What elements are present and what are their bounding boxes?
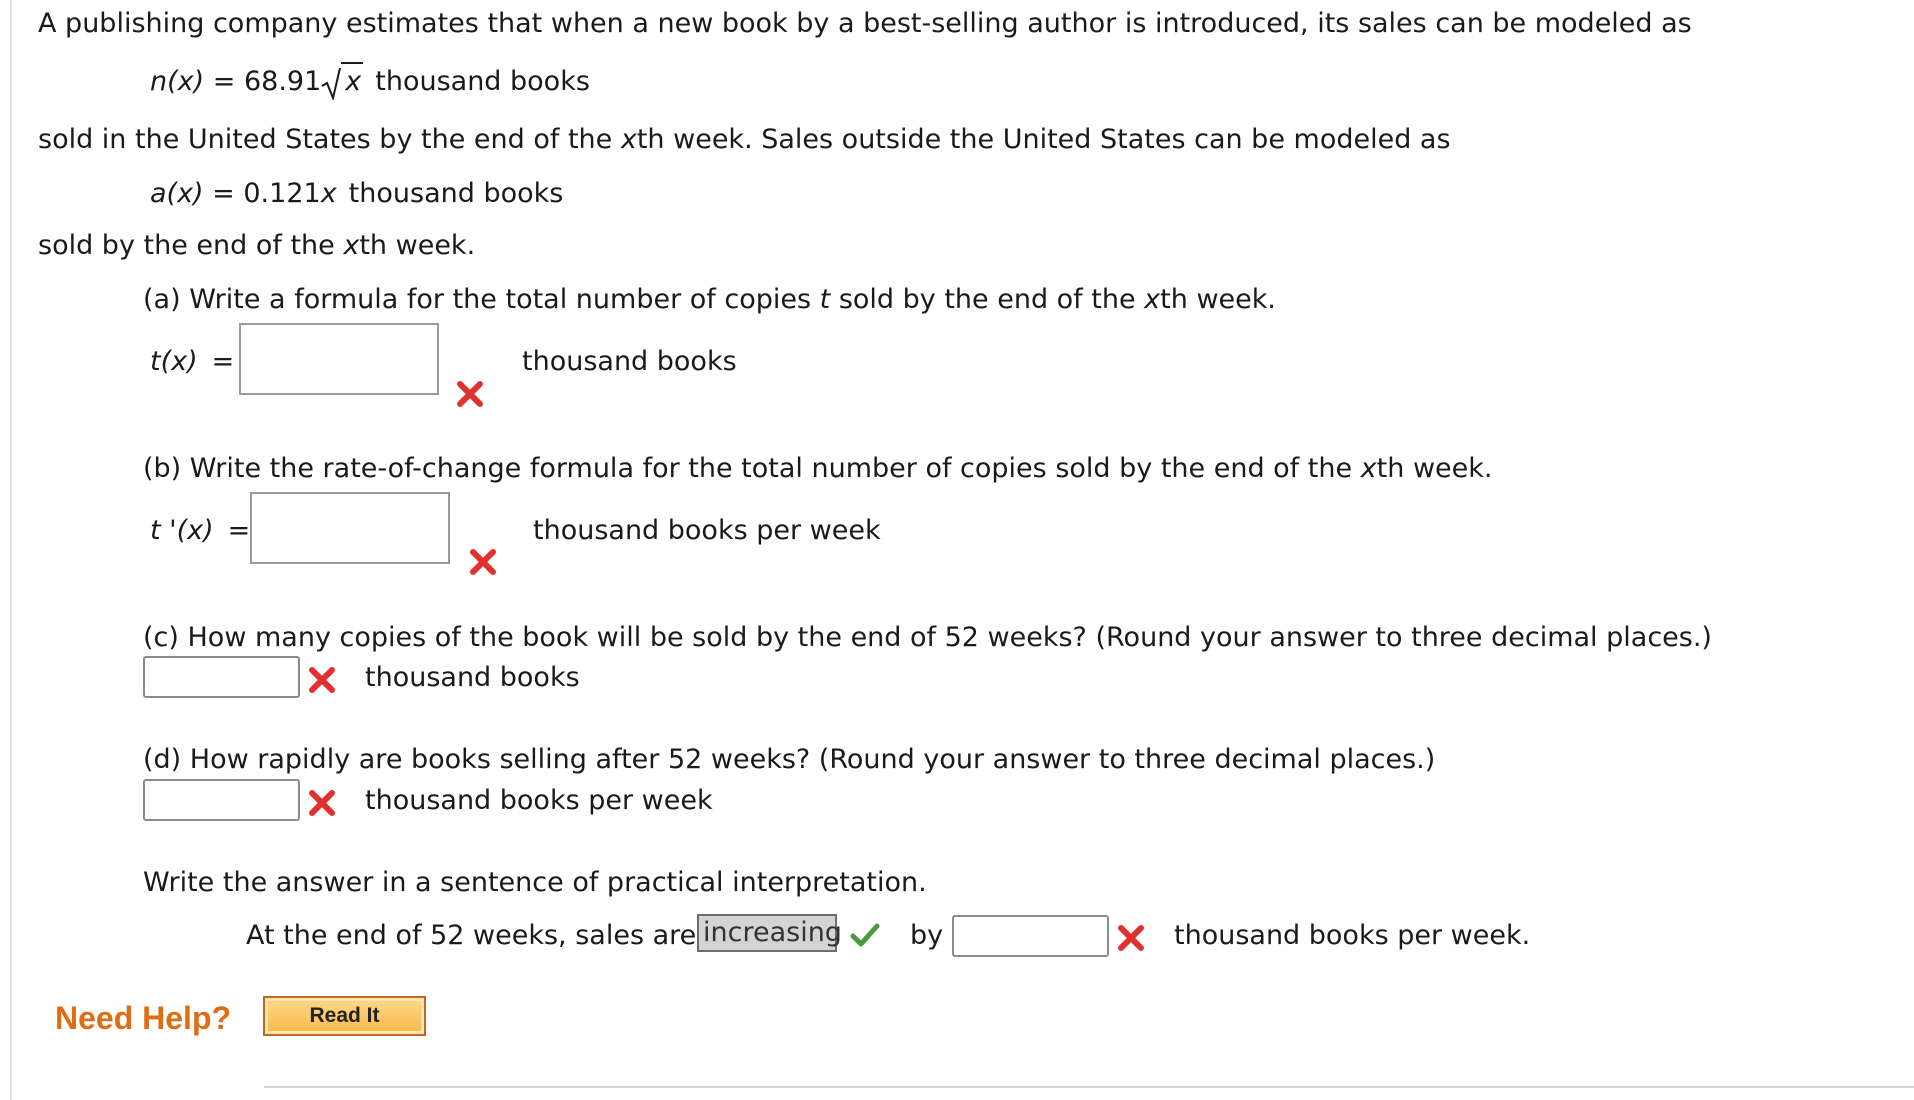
part-a-question: (a) Write a formula for the total number of copies t sold by the end of the xth week.	[143, 284, 1276, 315]
n-radicand: x	[341, 62, 363, 95]
part-b-label: t '(x) =	[150, 515, 251, 546]
part-c-answer-input[interactable]	[143, 656, 300, 698]
part-c-question: (c) How many copies of the book will be sold by the end of 52 weeks? (Round your answer to three decimal places.)	[143, 622, 1712, 653]
intro-text: A publishing company estimates that when a new book by a best-selling author is introduced, its sales can be modeled as	[38, 8, 1692, 39]
sold-by-text: sold by the end of the xth week.	[38, 230, 476, 261]
n-units: thousand books	[375, 66, 590, 97]
wrong-x-icon	[469, 548, 497, 576]
n-formula	[150, 62, 590, 100]
part-d-answer-input[interactable]	[143, 779, 300, 821]
wrong-x-icon	[308, 789, 336, 817]
us-sales-text: sold in the United States by the end of the xth week. Sales outside the United States can be modeled as	[38, 124, 1451, 155]
by-label: by	[910, 920, 944, 951]
n-func: n(x)	[150, 66, 205, 97]
interpretation-answer-input[interactable]	[952, 915, 1109, 957]
part-b-units: thousand books per week	[533, 515, 881, 546]
left-frame-border	[10, 0, 12, 1100]
part-c-units: thousand books	[365, 662, 580, 693]
wrong-x-icon	[1117, 924, 1145, 952]
wrong-x-icon	[308, 666, 336, 694]
part-b-question: (b) Write the rate-of-change formula for the total number of copies sold by the end of the xth week.	[143, 453, 1493, 484]
part-a-answer-input[interactable]	[239, 323, 439, 395]
section-divider	[264, 1086, 1914, 1088]
part-d-question: (d) How rapidly are books selling after 52 weeks? (Round your answer to three decimal places.)	[143, 744, 1436, 775]
wrong-x-icon	[456, 380, 484, 408]
correct-check-icon	[850, 922, 880, 948]
sqrt-symbol	[321, 62, 363, 100]
part-d-units: thousand books per week	[365, 785, 713, 816]
interpretation-units: thousand books per week.	[1174, 920, 1531, 951]
read-it-button[interactable]: Read It	[263, 996, 426, 1036]
interpretation-sentence: At the end of 52 weeks, sales are	[246, 920, 697, 951]
interpretation-prompt: Write the answer in a sentence of practical interpretation.	[143, 867, 927, 898]
a-formula: a(x) = 0.121x thousand books	[150, 178, 564, 209]
n-eq: = 68.91	[204, 66, 322, 97]
need-help-label: Need Help?	[55, 1000, 232, 1036]
part-a-label: t(x) =	[150, 346, 235, 377]
part-b-answer-input[interactable]	[250, 492, 450, 564]
part-a-units: thousand books	[522, 346, 737, 377]
trend-dropdown[interactable]: increasing	[697, 914, 837, 952]
